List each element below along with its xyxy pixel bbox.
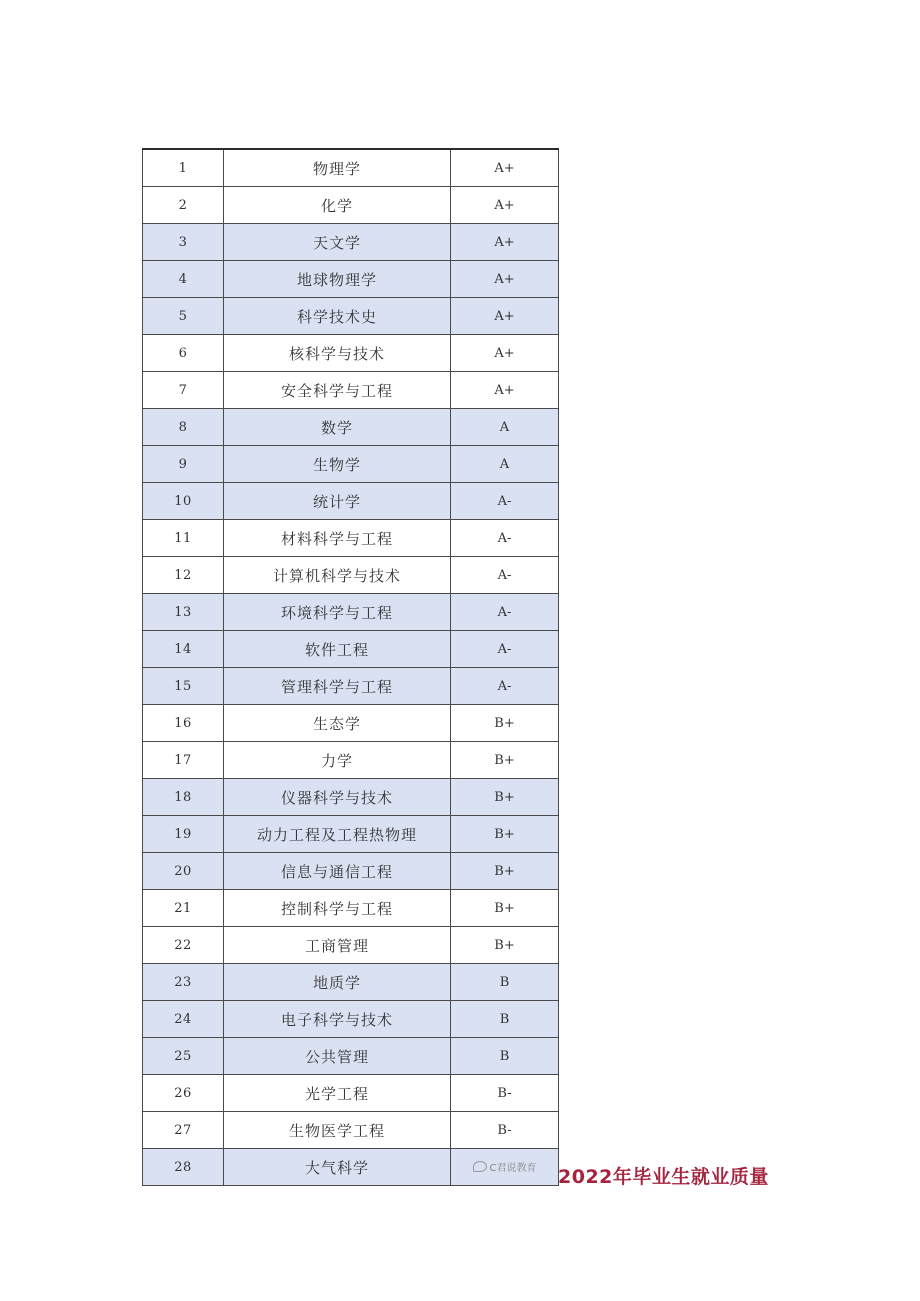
rank-cell: 16	[143, 705, 224, 742]
table-row	[143, 631, 559, 668]
rank-cell: 28	[143, 1149, 224, 1186]
major-cell: 安全科学与工程	[224, 372, 451, 409]
rank-cell: 7	[143, 372, 224, 409]
major-cell: 物理学	[224, 149, 451, 187]
rank-cell: 12	[143, 557, 224, 594]
table-body	[143, 149, 559, 1186]
rank-cell: 3	[143, 224, 224, 261]
watermark-text: C君说教育	[489, 1162, 537, 1174]
grade-cell: A-	[451, 668, 559, 705]
table-row	[143, 1149, 559, 1186]
rank-cell: 25	[143, 1038, 224, 1075]
major-cell: 动力工程及工程热物理	[224, 816, 451, 853]
grade-cell: B-	[451, 1112, 559, 1149]
table-row	[143, 335, 559, 372]
rank-cell: 1	[143, 149, 224, 187]
rank-cell: 22	[143, 927, 224, 964]
major-cell: 信息与通信工程	[224, 853, 451, 890]
grade-cell: A+	[451, 149, 559, 187]
grade-cell: A-	[451, 594, 559, 631]
grade-cell: A-	[451, 631, 559, 668]
grade-cell: B	[451, 1038, 559, 1075]
rank-cell: 5	[143, 298, 224, 335]
grade-cell: A-	[451, 483, 559, 520]
grade-cell: A+	[451, 187, 559, 224]
major-cell: 生物医学工程	[224, 1112, 451, 1149]
table-row	[143, 409, 559, 446]
grade-cell: B+	[451, 742, 559, 779]
grade-cell: A+	[451, 298, 559, 335]
table-row	[143, 298, 559, 335]
rank-cell: 17	[143, 742, 224, 779]
major-cell: 仪器科学与技术	[224, 779, 451, 816]
major-cell: 天文学	[224, 224, 451, 261]
rank-cell: 4	[143, 261, 224, 298]
table-row	[143, 1038, 559, 1075]
table-row	[143, 816, 559, 853]
rank-cell: 10	[143, 483, 224, 520]
section-caption: 2022年毕业生就业质量	[558, 1166, 769, 1188]
major-cell: 公共管理	[224, 1038, 451, 1075]
grade-cell: B+	[451, 779, 559, 816]
table-row	[143, 261, 559, 298]
table-row	[143, 594, 559, 631]
table-row	[143, 705, 559, 742]
grade-cell: A-	[451, 557, 559, 594]
rank-cell: 11	[143, 520, 224, 557]
rank-cell: 8	[143, 409, 224, 446]
table-row	[143, 779, 559, 816]
major-cell: 材料科学与工程	[224, 520, 451, 557]
major-cell: 控制科学与工程	[224, 890, 451, 927]
table-row	[143, 483, 559, 520]
major-cell: 数学	[224, 409, 451, 446]
major-cell: 地球物理学	[224, 261, 451, 298]
major-cell: 地质学	[224, 964, 451, 1001]
grade-cell: B+	[451, 927, 559, 964]
grade-cell: A-	[451, 520, 559, 557]
rank-cell: 14	[143, 631, 224, 668]
watermark	[473, 1159, 537, 1174]
rank-cell: 19	[143, 816, 224, 853]
major-cell: 统计学	[224, 483, 451, 520]
major-cell: 环境科学与工程	[224, 594, 451, 631]
table-row	[143, 372, 559, 409]
grade-cell: A	[451, 409, 559, 446]
major-cell: 计算机科学与技术	[224, 557, 451, 594]
rank-cell: 6	[143, 335, 224, 372]
major-cell: 力学	[224, 742, 451, 779]
rank-cell: 18	[143, 779, 224, 816]
table-row	[143, 853, 559, 890]
major-cell: 工商管理	[224, 927, 451, 964]
grade-cell: B+	[451, 705, 559, 742]
table-row	[143, 557, 559, 594]
grade-cell: B	[451, 1001, 559, 1038]
chat-bubble-icon	[473, 1161, 487, 1172]
major-cell: 化学	[224, 187, 451, 224]
major-cell: 核科学与技术	[224, 335, 451, 372]
grade-cell: B-	[451, 1075, 559, 1112]
table-row	[143, 446, 559, 483]
grade-cell: B	[451, 964, 559, 1001]
grade-cell	[451, 1149, 559, 1186]
grade-cell: A+	[451, 372, 559, 409]
table-row	[143, 964, 559, 1001]
grade-cell: B+	[451, 890, 559, 927]
grade-cell: A+	[451, 335, 559, 372]
grade-cell: A+	[451, 261, 559, 298]
major-cell: 科学技术史	[224, 298, 451, 335]
rank-cell: 20	[143, 853, 224, 890]
table-row	[143, 1112, 559, 1149]
grade-cell: A+	[451, 224, 559, 261]
major-cell: 管理科学与工程	[224, 668, 451, 705]
table-row	[143, 224, 559, 261]
rank-cell: 26	[143, 1075, 224, 1112]
rank-cell: 23	[143, 964, 224, 1001]
discipline-grade-table-container	[142, 148, 558, 1186]
table-row	[143, 890, 559, 927]
grade-cell: A	[451, 446, 559, 483]
grade-cell: B+	[451, 853, 559, 890]
major-cell: 电子科学与技术	[224, 1001, 451, 1038]
major-cell: 生态学	[224, 705, 451, 742]
rank-cell: 24	[143, 1001, 224, 1038]
major-cell: 生物学	[224, 446, 451, 483]
table-row	[143, 187, 559, 224]
rank-cell: 15	[143, 668, 224, 705]
table-row	[143, 927, 559, 964]
table-row	[143, 1001, 559, 1038]
rank-cell: 21	[143, 890, 224, 927]
table-row	[143, 668, 559, 705]
table-row	[143, 742, 559, 779]
rank-cell: 27	[143, 1112, 224, 1149]
grade-cell: B+	[451, 816, 559, 853]
discipline-grade-table	[142, 148, 559, 1186]
table-row	[143, 520, 559, 557]
table-row	[143, 1075, 559, 1112]
rank-cell: 9	[143, 446, 224, 483]
major-cell: 光学工程	[224, 1075, 451, 1112]
major-cell: 软件工程	[224, 631, 451, 668]
rank-cell: 2	[143, 187, 224, 224]
rank-cell: 13	[143, 594, 224, 631]
major-cell: 大气科学	[224, 1149, 451, 1186]
table-row	[143, 149, 559, 187]
